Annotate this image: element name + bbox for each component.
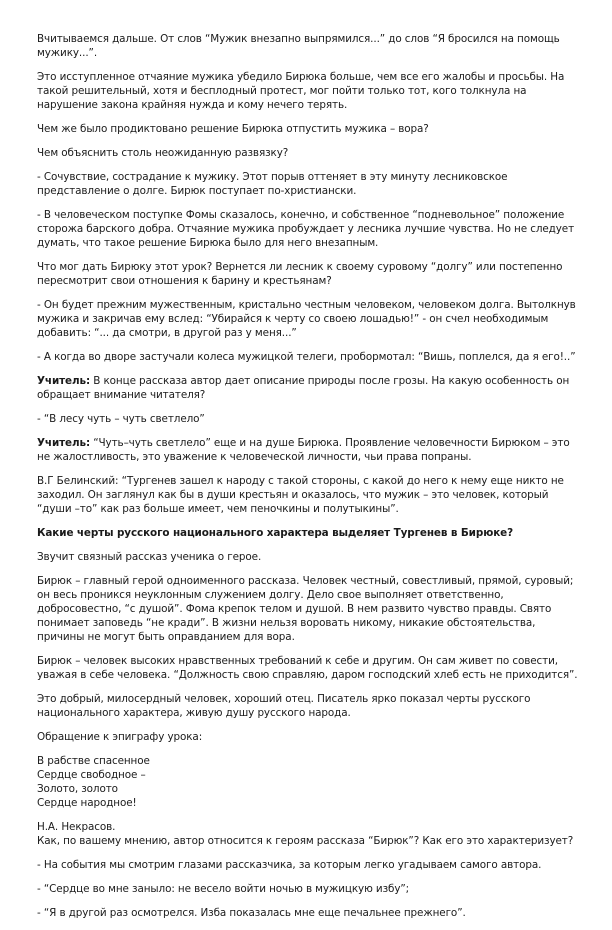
paragraph: - “Сердце во мне заныло: не весело войти ночью в мужицкую избу”;: [37, 883, 410, 895]
teacher-text: “Чуть–чуть светлело” еще и на душе Бирюка. Проявление человечности Бирюком – это не жалостливость, это уважение к человеческой личности, чьи права попраны.: [37, 437, 570, 463]
teacher-label: Учитель:: [37, 375, 91, 387]
paragraph: Звучит связный рассказ ученика о герое.: [37, 551, 262, 563]
paragraph: Обращение к эпиграфу урока:: [37, 731, 203, 743]
teacher-label: Учитель:: [37, 437, 91, 449]
paragraph: - А когда во дворе застучали колеса мужицкой телеги, пробормотал: “Вишь, поплелся, да я его!..”: [37, 351, 576, 363]
teacher-paragraph: [37, 374, 582, 402]
poem-line: В рабстве спасенное: [37, 755, 150, 767]
section-question: Какие черты русского национального характера выделяет Тургенев в Бирюке?: [37, 527, 514, 539]
question-paragraph: Как, по вашему мнению, автор относится к героям рассказа “Бирюк”? Как его это характеризует?: [37, 835, 574, 847]
paragraph: Что мог дать Бирюку этот урок? Вернется ли лесник к своему суровому “долгу” или постепенно пересмотрит свои отношения к барину и крестьянам?: [37, 261, 563, 287]
paragraph: Это добрый, милосердный человек, хороший отец. Писатель ярко показал черты русского национального характера, живую душу русского народа.: [37, 693, 531, 719]
epigraph-poem: [37, 754, 582, 810]
poem-line: Сердце народное!: [37, 797, 137, 809]
paragraph: Чем же было продиктовано решение Бирюка отпустить мужика – вора?: [37, 123, 429, 135]
paragraph: - На события мы смотрим глазами рассказчика, за которым легко угадываем самого автора.: [37, 859, 542, 871]
paragraph: - Он будет прежним мужественным, кристально честным человеком, человеком долга. Вытолкнув мужика и закричав ему вслед: “Убирайся к черту со своею лошадью!” - он счел необходимым добавить: “... да смотри, в другой раз у меня...”: [37, 299, 576, 339]
answer-paragraph: - “В лесу чуть – чуть светлело”: [37, 413, 205, 425]
paragraph: Это исступленное отчаяние мужика убедило Бирюка больше, чем все его жалобы и просьбы. На такой решительный, хотя и бесплодный протест, мог пойти только тот, кого толкнула на нарушение закона крайняя нужда и кому нечего терять.: [37, 71, 565, 111]
paragraph: Вчитываемся дальше. От слов “Мужик внезапно выпрямился...” до слов “Я бросился на помощь мужику...”.: [37, 33, 560, 59]
document-page: [37, 32, 582, 930]
teacher-text: В конце рассказа автор дает описание природы после грозы. На какую особенность он обращает внимание читателя?: [37, 375, 570, 401]
paragraph: Чем объяснить столь неожиданную развязку?: [37, 147, 289, 159]
belinsky-quote: В.Г Белинский: “Тургенев зашел к народу с такой стороны, с какой до него к нему еще никто не заходил. Он заглянул как бы в души крестьян и оказалось, что мужик – это человек, который “души –то” как раз больше имеет, чем пеночкины и полутыкины”.: [37, 475, 564, 515]
poem-line: Сердце свободное –: [37, 769, 146, 781]
paragraph: Бирюк – человек высоких нравственных требований к себе и другим. Он сам живет по совести, уважая в себе человека. “Должность свою справляю, даром господский хлеб есть не приходится”.: [37, 655, 578, 681]
paragraph: Бирюк – главный герой одноименного рассказа. Человек честный, совестливый, прямой, суровый; он весь проникся неуклонным служением долгу. Дело свое выполняет ответственно, добросовестно, “с душой”. Фома крепок телом и душой. В нем развито чувство правды. Свято понимает заповедь “не кради”. В жизни нельзя воровать никому, никакие обстоятельства, причины не могут быть оправданием для вора.: [37, 575, 574, 643]
paragraph: - В человеческом поступке Фомы сказалось, конечно, и собственное “подневольное” положение сторожа барского добра. Отчаяние мужика пробуждает у лесника лучшие чувства. Но не следует думать, что такое решение Бирюка было для него внезапным.: [37, 209, 575, 249]
author-line: Н.А. Некрасов.: [37, 821, 116, 833]
poem-line: Золото, золото: [37, 783, 118, 795]
teacher-paragraph: [37, 436, 582, 464]
paragraph: - “Я в другой раз осмотрелся. Изба показалась мне еще печальнее прежнего”.: [37, 907, 466, 919]
paragraph: - Сочувствие, сострадание к мужику. Этот порыв оттеняет в эту минуту лесниковское представление о долге. Бирюк поступает по-христиански.: [37, 171, 508, 197]
